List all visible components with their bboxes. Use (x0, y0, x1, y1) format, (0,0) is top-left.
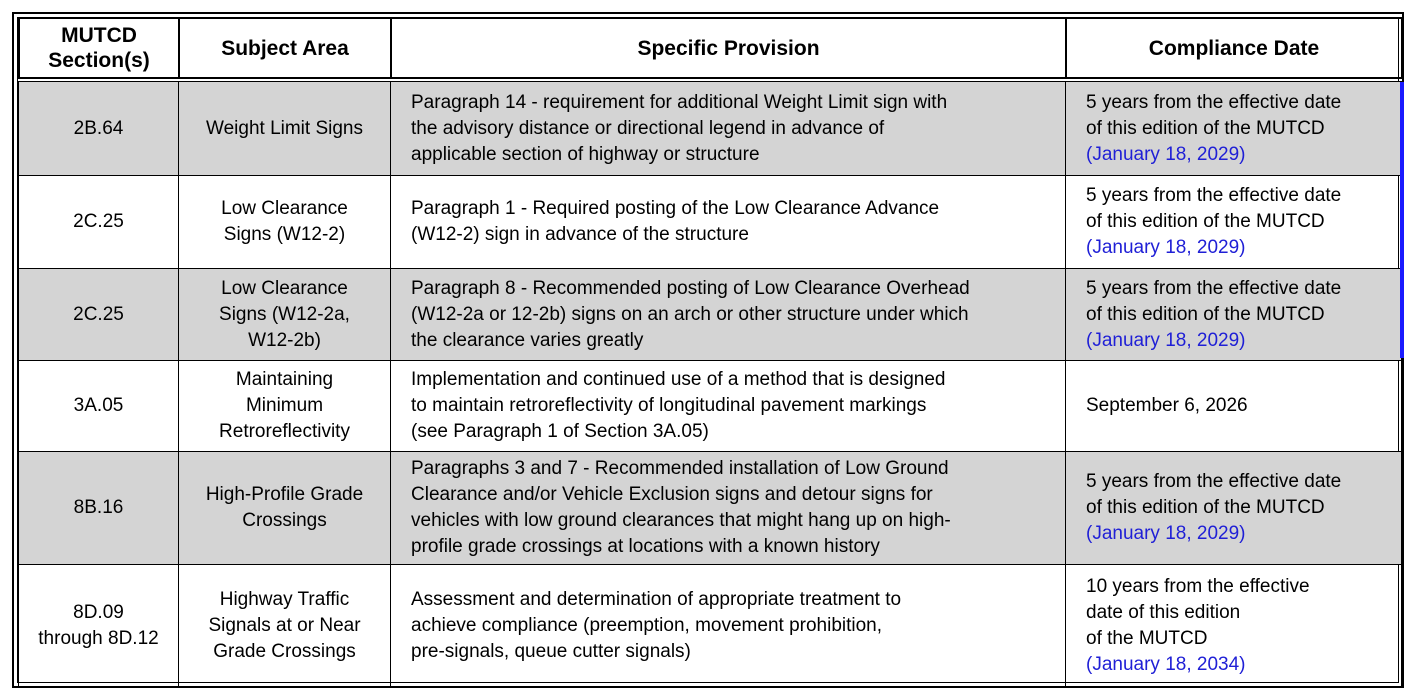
cell-compliance-date (1066, 452, 1402, 565)
table-body (19, 82, 1402, 687)
cell-compliance-date-line: 5 years from the effective date (1086, 471, 1342, 492)
cell-compliance-date-line: 5 years from the effective date (1086, 185, 1342, 206)
cell-subject-line: Retroreflectivity (219, 421, 350, 442)
header-specific-provision (391, 18, 1066, 78)
provisions-table (18, 81, 1402, 687)
compliance-date-value: (January 18, 2029) (1086, 143, 1246, 165)
cell-subject-line: Highway Traffic (219, 588, 350, 610)
cell-subject (179, 565, 391, 687)
cell-compliance-date-line: date of this edition (1086, 601, 1241, 623)
header-row (19, 18, 1402, 78)
cell-subject-line: Maintaining (235, 369, 334, 390)
table-row (19, 269, 1402, 361)
cell-compliance-date-line: 10 years from the effective (1086, 575, 1310, 597)
cell-compliance-date-line: 5 years from the effective date (1086, 91, 1342, 113)
table-header (18, 17, 1403, 79)
cell-subject (179, 269, 391, 361)
header-text: Section(s) (48, 49, 150, 72)
cell-provision-line: Paragraph 1 - Required posting of the Low Clearance Advance (411, 198, 940, 219)
header-text: Compliance Date (1148, 36, 1320, 60)
cell-compliance-date (1066, 176, 1402, 269)
cell-subject (179, 176, 391, 269)
cell-subject-line: Grade Crossings (213, 640, 356, 662)
cell-section (19, 176, 179, 269)
cell-subject-line: Crossings (242, 510, 327, 531)
table-row (19, 452, 1402, 565)
cell-compliance-date (1066, 269, 1402, 361)
cell-subject-line: Weight Limit Signs (206, 117, 363, 139)
header-text: MUTCD (61, 24, 137, 47)
header-subject-area (179, 18, 391, 78)
cell-provision-line: Paragraph 14 - requirement for additional Weight Limit sign with (411, 91, 948, 113)
cell-section-line: 8D.09 (73, 601, 124, 623)
cell-section-line: 2B.64 (73, 117, 124, 139)
cell-compliance-date-line: 5 years from the effective date (1086, 277, 1342, 299)
header-text: Subject Area (221, 36, 349, 60)
cell-section-line: 2C.25 (73, 211, 124, 232)
cell-provision-line: Paragraph 8 - Recommended posting of Low Clearance Overhead (411, 277, 970, 299)
header-text: Specific Provision (637, 36, 820, 60)
cell-subject-line: Minimum (245, 395, 324, 416)
cell-provision (391, 176, 1066, 269)
cell-compliance-date-line: September 6, 2026 (1086, 395, 1248, 416)
cell-section-line: through 8D.12 (38, 627, 159, 649)
cell-compliance-date (1066, 565, 1402, 687)
cell-provision-line: (W12-2) sign in advance of the structure (411, 224, 749, 245)
cell-provision-line: achieve compliance (preemption, movement prohibition, (411, 614, 883, 636)
header-compliance-date (1066, 18, 1402, 78)
cell-subject-line: Low Clearance (221, 198, 348, 219)
cell-subject-line: Signals at or Near (208, 614, 361, 636)
cell-subject-line: Low Clearance (221, 277, 348, 299)
compliance-date-value: (January 18, 2029) (1086, 523, 1246, 544)
table-row (19, 82, 1402, 176)
cell-compliance-date-line: of this edition of the MUTCD (1086, 303, 1325, 325)
table-row (19, 361, 1402, 452)
cell-provision-line: Implementation and continued use of a method that is designed (411, 369, 946, 390)
cell-section (19, 452, 179, 565)
cell-provision-line: pre-signals, queue cutter signals) (411, 640, 691, 662)
cell-subject-line: High-Profile Grade (205, 484, 364, 505)
cell-provision-line: (W12-2a or 12-2b) signs on an arch or other structure under which (411, 303, 969, 325)
cell-subject-line: W12-2b) (248, 329, 321, 351)
cell-provision (391, 82, 1066, 176)
cell-subject (179, 452, 391, 565)
cell-compliance-date-line: of this edition of the MUTCD (1086, 117, 1325, 139)
header-mutcd-section (19, 18, 179, 78)
cell-subject (179, 361, 391, 452)
cell-provision-line: Clearance and/or Vehicle Exclusion signs and detour signs for (411, 484, 933, 505)
cell-provision-line: Assessment and determination of appropriate treatment to (411, 588, 902, 610)
cell-provision-line: Paragraphs 3 and 7 - Recommended installation of Low Ground (411, 458, 949, 479)
cell-compliance-date-line: of the MUTCD (1086, 627, 1208, 649)
compliance-date-value: (January 18, 2029) (1086, 329, 1246, 351)
table-row (19, 176, 1402, 269)
cell-compliance-date-line: of this edition of the MUTCD (1086, 211, 1325, 232)
cell-subject (179, 82, 391, 176)
cell-section-line: 2C.25 (73, 303, 124, 325)
cell-section (19, 269, 179, 361)
cell-provision (391, 269, 1066, 361)
cell-compliance-date-line: of this edition of the MUTCD (1086, 497, 1325, 518)
cell-provision-line: profile grade crossings at locations with a known history (411, 536, 880, 557)
cell-provision-line: vehicles with low ground clearances that might hang up on high- (411, 510, 951, 531)
cell-provision (391, 452, 1066, 565)
cell-provision-line: the advisory distance or directional legend in advance of (411, 117, 885, 139)
cell-provision (391, 361, 1066, 452)
cell-compliance-date (1066, 82, 1402, 176)
compliance-date-value: (January 18, 2034) (1086, 653, 1246, 675)
cell-section-line: 8B.16 (73, 497, 124, 518)
cell-provision-line: applicable section of highway or structure (411, 143, 760, 165)
cell-provision-line: (see Paragraph 1 of Section 3A.05) (411, 421, 709, 442)
cell-provision-line: the clearance varies greatly (411, 329, 644, 351)
cell-compliance-date (1066, 361, 1402, 452)
table-row (19, 565, 1402, 687)
cell-section (19, 565, 179, 687)
cell-section (19, 82, 179, 176)
cell-subject-line: Signs (W12-2) (223, 224, 346, 245)
cell-provision-line: to maintain retroreflectivity of longitudinal pavement markings (411, 395, 927, 416)
compliance-date-value: (January 18, 2029) (1086, 237, 1246, 258)
cell-provision (391, 565, 1066, 687)
cell-subject-line: Signs (W12-2a, (219, 303, 350, 325)
change-bar (1400, 82, 1404, 358)
cell-section (19, 361, 179, 452)
cell-section-line: 3A.05 (73, 395, 124, 416)
